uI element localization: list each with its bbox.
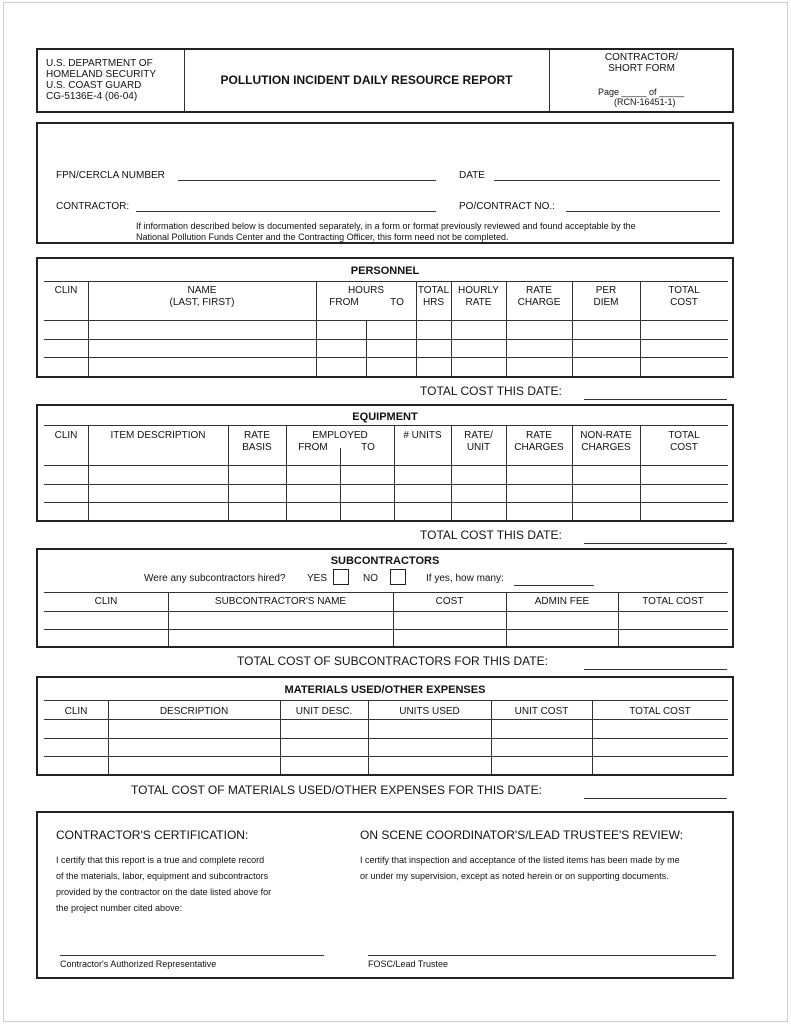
incident-info-section xyxy=(36,122,734,244)
instructions-note: National Pollution Funds Center and the Contracting Officer, this form need not be completed. xyxy=(136,232,509,242)
divider xyxy=(44,611,728,612)
column-header-total-cost: TOTAL xyxy=(668,430,700,441)
form-type: CONTRACTOR/ xyxy=(604,52,679,63)
divider xyxy=(44,425,728,426)
column-header-subcontractor-name: SUBCONTRACTOR'S NAME xyxy=(214,596,347,607)
column-header-total-cost: TOTAL COST xyxy=(629,706,691,717)
column-header-hourly-rate: HOURLY xyxy=(458,285,499,296)
divider xyxy=(44,484,728,485)
equipment-total-input[interactable] xyxy=(584,543,727,544)
fosc-signature-label: FOSC/Lead Trustee xyxy=(368,959,449,969)
fpn-input[interactable] xyxy=(178,180,436,181)
divider xyxy=(44,719,728,720)
agency-line: U.S. DEPARTMENT OF xyxy=(46,58,153,69)
yes-label: YES xyxy=(307,573,328,584)
column-header-admin-fee: ADMIN FEE xyxy=(534,596,590,607)
column-header-rate-charges: CHARGES xyxy=(514,442,564,453)
subcontractors-total-input[interactable] xyxy=(584,669,727,670)
column-header-rate-unit: RATE/ xyxy=(464,430,493,441)
column-header-total-cost: TOTAL xyxy=(668,285,700,296)
materials-total-input[interactable] xyxy=(584,798,727,799)
date-label: DATE xyxy=(459,170,485,181)
instructions-note: If information described below is documented separately, in a form or format previously reviewed and found acceptable by the xyxy=(136,221,636,231)
section-title: EQUIPMENT xyxy=(352,411,418,423)
form-number: CG-5136E-4 (06-04) xyxy=(46,91,138,102)
no-label: NO xyxy=(363,573,378,584)
divider xyxy=(44,592,728,593)
subcontractors-section xyxy=(36,548,734,648)
contractor-certification-text: I certify that this report is a true and complete record xyxy=(56,855,265,865)
form-type: SHORT FORM xyxy=(608,63,675,74)
equipment-total-label: TOTAL COST THIS DATE: xyxy=(420,528,562,542)
materials-total-label: TOTAL COST OF MATERIALS USED/OTHER EXPENSES FOR THIS DATE: xyxy=(131,783,542,797)
divider xyxy=(340,448,341,520)
divider xyxy=(44,756,728,757)
divider xyxy=(44,629,728,630)
osc-review-text: I certify that inspection and acceptance of the listed items has been made by me xyxy=(360,855,680,865)
divider xyxy=(366,320,367,376)
column-header-unit-cost: UNIT COST xyxy=(514,706,569,717)
date-input[interactable] xyxy=(494,180,720,181)
column-header-units-used: UNITS USED xyxy=(399,706,460,717)
certification-section xyxy=(36,811,734,979)
column-header-total-cost: COST xyxy=(670,442,698,453)
column-header-hourly-rate: RATE xyxy=(465,297,492,308)
rcn-number: (RCN-16451-1) xyxy=(614,97,676,107)
column-header-unit-desc: UNIT DESC. xyxy=(295,706,353,717)
contractor-input[interactable] xyxy=(136,211,436,212)
form-title: POLLUTION INCIDENT DAILY RESOURCE REPORT xyxy=(220,73,513,87)
divider xyxy=(44,320,728,321)
column-header-nonrate-charges: CHARGES xyxy=(581,442,631,453)
osc-review-title: ON SCENE COORDINATOR'S/LEAD TRUSTEE'S REVIEW: xyxy=(360,828,684,842)
divider xyxy=(44,700,728,701)
equipment-section xyxy=(36,404,734,522)
section-title: MATERIALS USED/OTHER EXPENSES xyxy=(284,684,486,696)
po-contract-label: PO/CONTRACT NO.: xyxy=(459,201,555,212)
contractor-certification-title: CONTRACTOR'S CERTIFICATION: xyxy=(56,828,249,842)
column-header-from: FROM xyxy=(329,297,359,308)
contractor-certification-text: of the materials, labor, equipment and subcontractors xyxy=(56,871,269,881)
divider xyxy=(44,465,728,466)
divider xyxy=(44,502,728,503)
column-header-from: FROM xyxy=(298,442,328,453)
contractor-certification-text: the project number cited above: xyxy=(56,903,183,913)
column-header-name: (LAST, FIRST) xyxy=(169,297,235,308)
contractor-signature-label: Contractor's Authorized Representative xyxy=(60,959,217,969)
column-header-rate-charge: CHARGE xyxy=(517,297,561,308)
column-header-clin: CLIN xyxy=(54,285,78,296)
column-header-total-hrs: TOTAL xyxy=(417,285,450,296)
column-header-nonrate-charges: NON-RATE xyxy=(580,430,632,441)
fosc-signature-line[interactable] xyxy=(368,955,716,956)
personnel-section xyxy=(36,257,734,378)
column-header-per-diem: DIEM xyxy=(593,297,619,308)
contractor-signature-line[interactable] xyxy=(60,955,324,956)
page-number-field[interactable]: Page _____ of _____ xyxy=(598,87,685,97)
column-header-rate-unit: UNIT xyxy=(466,442,491,453)
section-title: PERSONNEL xyxy=(350,265,420,277)
column-header-units: # UNITS xyxy=(403,430,442,441)
divider xyxy=(44,357,728,358)
column-header-total-cost: TOTAL COST xyxy=(642,596,704,607)
how-many-input[interactable] xyxy=(514,585,594,586)
divider xyxy=(44,339,728,340)
personnel-total-label: TOTAL COST THIS DATE: xyxy=(420,384,562,398)
divider xyxy=(44,738,728,739)
column-header-to: TO xyxy=(390,297,404,308)
po-contract-input[interactable] xyxy=(566,211,720,212)
column-header-rate-basis: BASIS xyxy=(242,442,272,453)
column-header-rate-charge: RATE xyxy=(526,285,552,296)
column-header-rate-basis: RATE xyxy=(244,430,270,441)
column-header-item-description: ITEM DESCRIPTION xyxy=(110,430,206,441)
divider xyxy=(44,281,728,282)
materials-section xyxy=(36,676,734,776)
column-header-hours: HOURS xyxy=(347,285,385,296)
column-header-total-hrs: HRS xyxy=(422,297,445,308)
column-header-total-cost: COST xyxy=(670,297,698,308)
column-header-to: TO xyxy=(361,442,375,453)
contractor-label: CONTRACTOR: xyxy=(56,201,130,212)
column-header-clin: CLIN xyxy=(54,430,78,441)
column-header-clin: CLIN xyxy=(94,596,118,607)
fpn-label: FPN/CERCLA NUMBER xyxy=(56,170,165,181)
column-header-cost: COST xyxy=(435,596,464,607)
column-header-employed: EMPLOYED xyxy=(312,430,368,441)
subcontractors-total-label: TOTAL COST OF SUBCONTRACTORS FOR THIS DATE: xyxy=(237,654,548,668)
column-header-name: NAME xyxy=(187,285,217,296)
column-header-description: DESCRIPTION xyxy=(159,706,229,717)
no-checkbox[interactable] xyxy=(390,569,406,585)
form-header xyxy=(36,48,734,113)
column-header-per-diem: PER xyxy=(595,285,617,296)
how-many-label: If yes, how many: xyxy=(426,573,504,584)
subcontractors-question: Were any subcontractors hired? xyxy=(144,573,286,584)
yes-checkbox[interactable] xyxy=(333,569,349,585)
osc-review-text: or under my supervision, except as noted herein or on supporting documents. xyxy=(360,871,669,881)
contractor-certification-text: provided by the contractor on the date listed above for xyxy=(56,887,272,897)
column-header-rate-charges: RATE xyxy=(526,430,552,441)
column-header-clin: CLIN xyxy=(64,706,88,717)
section-title: SUBCONTRACTORS xyxy=(330,555,440,567)
agency-line: HOMELAND SECURITY xyxy=(46,69,157,80)
personnel-total-input[interactable] xyxy=(584,399,727,400)
agency-line: U.S. COAST GUARD xyxy=(46,80,142,91)
